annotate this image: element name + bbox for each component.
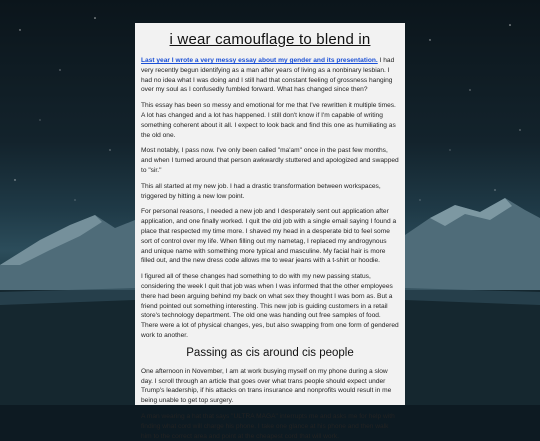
section-heading: Passing as cis around cis people [186, 346, 354, 359]
paragraph-3: Most notably, I pass now. I've only been called "ma'am" once in the past few months, and when I turned around that person awkwardly stuttered and apologized and swapped to "sir." [141, 147, 399, 174]
previous-essay-link[interactable]: Last year I wrote a very messy essay about my gender and its presentation. [141, 57, 378, 64]
intro-paragraph-text: I had very recently begun identifying as a man after years of living as a nonbinary lesbian. I had no idea what I was doing and I still had that constant feeling of grossness hanging over my soul as I confusedly fumbled forward. What has changed since then? [141, 57, 395, 94]
paragraph-5: For personal reasons, I needed a new job and I desperately sent out application after application, and one finally worked. I quit the old job with a single email saying I found a place that respected my time more. I shaved my head in a desperate bid to feel some sort of control over my life. When filling out my nametag, I replaced my androgynous and unique name with something more typical and masculine. My facial hair is more filled out, and the new dress code allows me to wear jeans with a t-shirt or hoodie. [141, 208, 397, 265]
paragraph-4: This all started at my new job. I had a drastic transformation between workspaces, triggered by hitting a new low point. [141, 182, 381, 200]
paragraph-8: A man wearing a hat that says "ULTRA MAGA" interrupts me and asks me for help with finding what cord will charge his phone. I take one glance at his phone and then walk him to the correct area and point at the cheapest cord that will work. [141, 412, 395, 440]
essay-title: i wear camouflage to blend in [169, 31, 371, 48]
paragraph-2: This essay has been so messy and emotional for me that I've rewritten it multiple times. A lot has changed and a lot has happened. I still don't know if I'm capable of writing something coherent about it all. I expect to look back and find this one as humiliating as the old one. [141, 102, 396, 139]
essay-page [135, 23, 405, 440]
intro-paragraph [141, 56, 399, 95]
paragraph-6: I figured all of these changes had something to do with my new passing status, considering the week I quit that job was when I was informed that the other employees there had been arguing behind my back on what sex they thought I was born as. But a friend pointed out something interesting. This new job is guiding customers in a retail store's technology department. The old one was handing out free samples of food. There were a lot of physical changes, yes, but also swapping from one form of gendered work to another. [141, 273, 399, 339]
paragraph-7: One afternoon in November, I am at work busying myself on my phone during a slow day. I scroll through an article that goes over what trans people should expect under Trump's leadership, if his attacks on trans insurance and nonprofits would result in me being unable to get top surgery. [141, 367, 392, 405]
